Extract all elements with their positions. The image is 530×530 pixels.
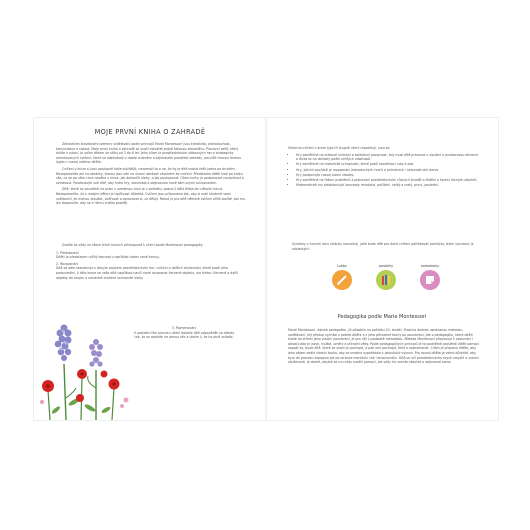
pencil-icon [332,270,352,290]
icon-sticker-item [410,264,450,290]
list-item: • Hry podporující rozvoj slovní zásoby. [296,173,480,178]
crayons-icon [376,270,396,290]
intro-paragraph-1: Základními stavebními kameny vzdělávání podle principů Marie Montessori jsou kreativita, jednoduchost, komunikace a radost. Moje první kniha o zahradě se snaží vytvářet právě takovou atmosféru. Pracovní sešit, který držíte v rukou, je určen dětem ve věku od 3 do 6 let. Jeho cílem je prostřednictvím zábavných her a strategicky orientovaných cvičení, které se odehrávají v dobře známém a zajímavém prostředí zahrady, pocvičit hravou formou logiku i rozvoj vašeho dítěte. [56,142,242,165]
stage-2-name: 2. Rozpoznání [56,261,79,266]
stages-intro: Snažte se vždy ve všech třech krocích přistupovat k učení podle Montessori pedagogiky: [62,243,204,247]
icon-label: samolepky [420,264,440,268]
exercise-list [288,146,480,188]
sticker-icon [420,270,440,290]
stage-2-text: Dítě se dále seznamuje s daným pojmem prostřednictvím her, cvičení a dalších zkušeností, které posílí jeho porozumění. V této kroce se vaše dítě například naučí nové rozpoznat červené objekty, ale třeba i červené a další objekty do skupin a následně zvládne rozmanité úlohy. [56,266,238,280]
left-page [34,118,266,420]
list-intro: Všechna cvičení v knize tyto tři stupně učení respektují. Jsou to: [288,146,391,150]
stage-1-name: 1. Představení [56,250,79,255]
page-title: MOJE PRVNÍ KNIHA O ZAHRADĚ [94,128,206,136]
symbols-intro: Symboly v horním rohu stránky naznačují, jaké bude dítě pro dané cvičení potřebovat pomůcky. Jejich významy je následující: [292,242,474,251]
section-title: Pedagogika podle Marie Montessori [337,314,427,320]
stage-3-desc: V poslední fázi procesu učení dokáže dítě odpovědět na otázky tak, že se zeptáte na danou věc a ukáže ji, že ho plně zvládlo. [133,330,235,340]
right-page [266,118,498,420]
list-item: • Hry, jejichž součástí je rozpoznání jednoduchých tvarů a primárních i sekundárních barev. [296,168,480,173]
section-text: Marie Montessori, italská pedagožka, již působila na počátku 20. století. Proslula dodnes uznávanou metodou vzdělávání. Její přístup vychází z potřeb dítěte a z jeho přirozené touhy po poznávání. Jde o pedagogiku, která dítěti klade do středu jeho vlastní poznávání, je pro něj v podstatě metodikou. Metoda Montessori připravuje k zkoumání i oblasti jako je jazyk, hudba, umění a přírodní vědy. Podle pedagogických principů je to podnětné prostředí dítěti pomoci zapojit se, bude dítě, které se snaží je pochopit, a pak umí pochopit, řešit a zaznamenat. Cílem je příprava dítěte, aby jeho zájem vedla vlastní touha, aby se snadno vypořádalo s jakoukoliv výzvou. Pro rozvoj dítěte je velmi důležité, aby bylo do procesu zapojeno jak po stránce mentální, tak i emocionální. Dítě se učí prostřednictvím svých smyslů a vlastní zkušenosti. Je dobré, abyste se mu vždy snažili pomoci, ale vždy ho nechte zkoušet a objevovat samo. [288,328,480,365]
stages-text [56,243,246,282]
icon-label: tužka [337,264,347,268]
icon-label: pastelky [378,264,394,268]
stage-3-name: 3. Pojmenování [171,326,197,330]
list-item: • Hry zaměřené na zrakové vnímání a selektivní pozornost, kdy musí dítě pracovat s vizuální a prostorovou dimenzí a dívat se na obrázky podle určitých vlastností. [296,153,480,162]
icon-crayons-item [366,264,406,290]
stage-1-text: Dítěti je představen určitý koncept (například název nové barvy). [56,255,161,260]
intro-paragraph-3: Dítě, které se soustředí na práci s uvedenou hrou je v pořádku, pokud ji dělá třeba jen několik minut. Nezapomeňte, že s malými dětmi je trpělivost důležitá. Cvičení jsou připravena tak, aby si malí studenti sami uvědomili, že mohou zkoušet, ověřovat a opravovat si, co dělají. Pokud je pro dítě některé cvičení příliš složité, tak mu jen doporučte, aby se k němu vrátilo později. [56,187,246,206]
flower-illustration [34,318,154,420]
supply-icons [322,264,452,306]
book-spread [34,118,498,420]
list-item: • Matematické hry představující koncepty množství, počítání, velký a malý, první, poslední. [296,183,480,188]
intro-paragraph-2: Cvičení v knize si jsou postupně stále složitější, nezamoží to a ne, že by je dítě mohlo řešit jedno po druhém. Nezapomeňte ale na obrázky, kterou jsou zde na úrovni obrázek vhodném ke cvičení. Představte dítěti krok po kroku vše, co se po něm chce nového v knize, jak dokončit úlohy, a jak postupovat. Cílem knihy je podporovat nezávislost a zvídavost. Povzbuzujte své dítě, aby hrálo hry, zkoumalo a objevovalo nové sám svými schopnostmi. [56,166,244,185]
list-item: • Hry zaměřené na motorické schopnosti, které posílí koordinaci ruky a oka. [296,162,480,167]
exercise-bullets [288,153,480,188]
icon-pencil-item [322,264,362,290]
list-item: • Hry zaměřené na řešení problémů a plánování prostřednictvím různých bludišť a třídění a řazení různých objektů. [296,178,480,183]
intro-text [56,142,246,208]
